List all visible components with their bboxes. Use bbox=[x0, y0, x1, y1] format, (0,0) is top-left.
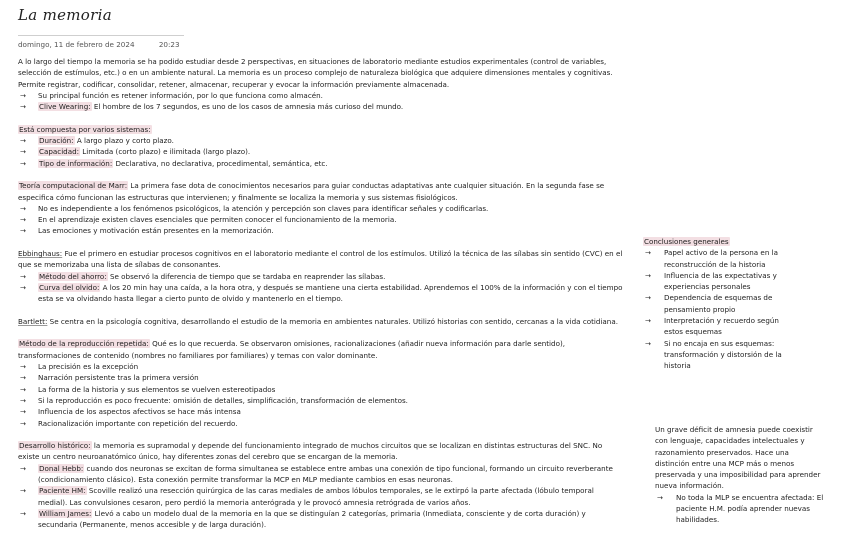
highlight-label: Curva del olvido: bbox=[39, 282, 100, 292]
reproduccion-paragraph: Método de la reproducción repetida: Qué es lo que recuerda. Se observaron omisiones, racionalizaciones (añadir nueva información para darle sentido), transformaciones de contenido (nombres no familiares por familiares) y temas con valor dominante. bbox=[18, 339, 565, 360]
arrow-icon: → bbox=[20, 508, 26, 518]
page-title: La memoria bbox=[18, 6, 112, 24]
arrow-icon: → bbox=[20, 271, 26, 281]
marr-paragraph: Teoría computacional de Marr: La primera fase dota de conocimientos necesarios para guiar conductas adaptativas ante cualquier situación. En la segunda fase se especifica cómo funcionan las estructuras que intervienen; y finalmente se localiza la memoria y sus sistemas fisiológicos. bbox=[18, 181, 605, 202]
list-item: → Clive Wearing: El hombre de los 7 segundos, es uno de los casos de amnesia más curioso del mundo. bbox=[20, 102, 404, 112]
note-date: domingo, 11 de febrero de 2024 bbox=[18, 40, 135, 49]
conclusiones-box[interactable] bbox=[643, 236, 793, 372]
highlight-label: Teoría computacional de Marr: bbox=[19, 181, 128, 191]
arrow-icon: → bbox=[20, 203, 26, 213]
list-item: → Racionalización importante con repetición del recuerdo. bbox=[20, 418, 238, 428]
amnesia-box[interactable] bbox=[655, 424, 825, 526]
highlight-label: Capacidad: bbox=[39, 147, 80, 157]
list-item: → Capacidad: Limitada (corto plazo) e ilimitada (largo plazo). bbox=[20, 147, 251, 157]
highlight-label: Método del ahorro: bbox=[39, 271, 107, 281]
arrow-icon: → bbox=[20, 90, 26, 100]
arrow-icon: → bbox=[20, 136, 26, 146]
list-item: → Curva del olvido: A los 20 min hay una caída, a la hora otra, y después se mantiene una cierta estabilidad. Aprendemos el 100% de la información y con el tiempo esta se va olvidando hasta llegar a cierto punto de olvido y mantenerlo en el tiempo. bbox=[20, 282, 623, 304]
list-item: → Donal Hebb: cuando dos neuronas se excitan de forma simultanea se establece entre ambas una conexión de tipo funcional, formando un circuito reverberante (condicionamiento clásico). Esta conexión permite transformar la MCP en MLP mediante cambios en esas neuronas. bbox=[20, 463, 613, 484]
arrow-icon: → bbox=[20, 463, 26, 473]
list-item: → No toda la MLP se encuentra afectada: El paciente H.M. podía aprender nuevas habilidades. bbox=[657, 492, 824, 525]
arrow-icon: → bbox=[20, 384, 26, 394]
amnesia-paragraph: Un grave déficit de amnesia puede coexistir con lenguaje, capacidades intelectuales y razonamiento preservados. Hace una distinción entre una MCP más o menos preservada y una imposibilidad para aprender nueva información. bbox=[655, 425, 821, 491]
arrow-icon: → bbox=[645, 270, 651, 280]
list-item: → No es independiente a los fenómenos psicológicos, la atención y percepción son claves para identificar señales y codificarlas. bbox=[20, 203, 489, 213]
list-item: → Duración: A largo plazo y corto plazo. bbox=[20, 136, 174, 146]
section-heading: Está compuesta por varios sistemas: bbox=[19, 124, 151, 134]
list-item: → Paciente HM: Scoville realizó una resección quirúrgica de las caras mediales de ambos lóbulos temporales, se le extirpó la parte afectada (lóbulo temporal medial). Las convulsiones cesaron, pero perdió la memoria anterógrada y le provocó amnesia retrógrada de varios años. bbox=[20, 486, 594, 507]
note-date-row bbox=[18, 40, 202, 49]
list-item: → Influencia de los aspectos afectivos se hace más intensa bbox=[20, 407, 241, 417]
list-item: → Las emociones y motivación están presentes en la memorización. bbox=[20, 226, 274, 236]
arrow-icon: → bbox=[20, 102, 26, 112]
intro-paragraph: A lo largo del tiempo la memoria se ha podido estudiar desde 2 perspectivas, en situaciones de laboratorio mediante estudios experimentales (control de variables, selección de estímulos, etc.) o en un ambiente natural. La memoria es un proceso complejo de naturaleza biológica que adquiere dimensiones mentales y cognitivas. Permite registrar, codificar, consolidar, retener, almacenar, recuperar y evocar la información previamente almacenada. bbox=[18, 57, 613, 89]
list-item: → Si la reproducción es poco frecuente: omisión de detalles, simplificación, transformación de elementos. bbox=[20, 395, 408, 405]
list-item: → Su principal función es retener información, por lo que funciona como almacén. bbox=[20, 90, 323, 100]
underlined-label: Bartlett: bbox=[18, 316, 48, 326]
list-item: → Papel activo de la persona en la reconstrucción de la historia bbox=[645, 248, 778, 269]
bartlett-paragraph: Bartlett: Se centra en la psicología cognitiva, desarrollando el estudio de la memoria en ambientes naturales. Utilizó historias con sentido, cercanas a la vida cotidiana. bbox=[18, 316, 618, 326]
list-item: → Método del ahorro: Se observó la diferencia de tiempo que se tardaba en reaprender las sílabas. bbox=[20, 271, 386, 281]
list-item: → Influencia de las expectativas y experiencias personales bbox=[645, 270, 777, 292]
highlight-label: Tipo de información: bbox=[39, 158, 113, 168]
arrow-icon: → bbox=[645, 293, 651, 303]
arrow-icon: → bbox=[20, 282, 26, 292]
highlight-label: William James: bbox=[39, 508, 92, 518]
section-heading: Conclusiones generales bbox=[644, 237, 729, 246]
note-time: 20:23 bbox=[158, 40, 180, 49]
arrow-icon: → bbox=[20, 226, 26, 236]
list-item: → Interpretación y recuerdo según estos esquemas bbox=[645, 316, 779, 337]
highlight-label: Duración: bbox=[39, 136, 74, 146]
arrow-icon: → bbox=[20, 147, 26, 157]
highlight-label: Paciente HM: bbox=[39, 486, 86, 496]
list-item: → La precisión es la excepción bbox=[20, 362, 139, 372]
historico-paragraph: Desarrollo histórico: la memoria es supramodal y depende del funcionamiento integrado de muchos circuitos que se localizan en distintas estructuras del SNC. No existe un centro neuroanatómico único, hay diferentes zonas del cerebro que se encargan de la memoria. bbox=[18, 441, 603, 462]
highlight-label: Desarrollo histórico: bbox=[19, 441, 91, 451]
list-item: → En el aprendizaje existen claves esenciales que permiten conocer el funcionamiento de la memoria. bbox=[20, 215, 397, 225]
arrow-icon: → bbox=[645, 338, 651, 348]
arrow-icon: → bbox=[20, 407, 26, 417]
note-body[interactable] bbox=[18, 56, 624, 530]
arrow-icon: → bbox=[20, 362, 26, 372]
list-item: → Tipo de información: Declarativa, no declarativa, procedimental, semántica, etc. bbox=[20, 158, 328, 168]
underlined-label: Ebbinghaus: bbox=[18, 249, 63, 259]
arrow-icon: → bbox=[645, 248, 651, 258]
list-item: → Dependencia de esquemas de pensamiento propio bbox=[645, 293, 773, 314]
arrow-icon: → bbox=[20, 418, 26, 428]
arrow-icon: → bbox=[20, 373, 26, 383]
highlight-label: Clive Wearing: bbox=[39, 102, 91, 112]
ebbinghaus-paragraph: Ebbinghaus: Fue el primero en estudiar procesos cognitivos en el laboratorio mediante el control de los estímulos. Utilizó la técnica de las sílabas sin sentido (CVC) en el que se memorizaba una lista de sílabas de consonantes. bbox=[18, 249, 623, 270]
arrow-icon: → bbox=[20, 215, 26, 225]
highlight-label: Método de la reproducción repetida: bbox=[19, 339, 149, 349]
arrow-icon: → bbox=[20, 158, 26, 168]
arrow-icon: → bbox=[20, 486, 26, 496]
arrow-icon: → bbox=[20, 395, 26, 405]
list-item: → Si no encaja en sus esquemas: transformación y distorsión de la historia bbox=[645, 338, 782, 371]
arrow-icon: → bbox=[657, 492, 663, 502]
highlight-label: Donal Hebb: bbox=[39, 463, 84, 473]
list-item: → La forma de la historia y sus elementos se vuelven estereotipados bbox=[20, 384, 276, 394]
arrow-icon: → bbox=[645, 316, 651, 326]
list-item: → Narración persistente tras la primera versión bbox=[20, 373, 199, 383]
title-divider bbox=[18, 35, 184, 36]
list-item: → William James: Llevó a cabo un modelo dual de la memoria en la que se distinguían 2 categorías, primaria (Inmediata, consciente y de corta duración) y secundaria (Permanente, menos accesible y de larga duración). bbox=[20, 508, 586, 530]
